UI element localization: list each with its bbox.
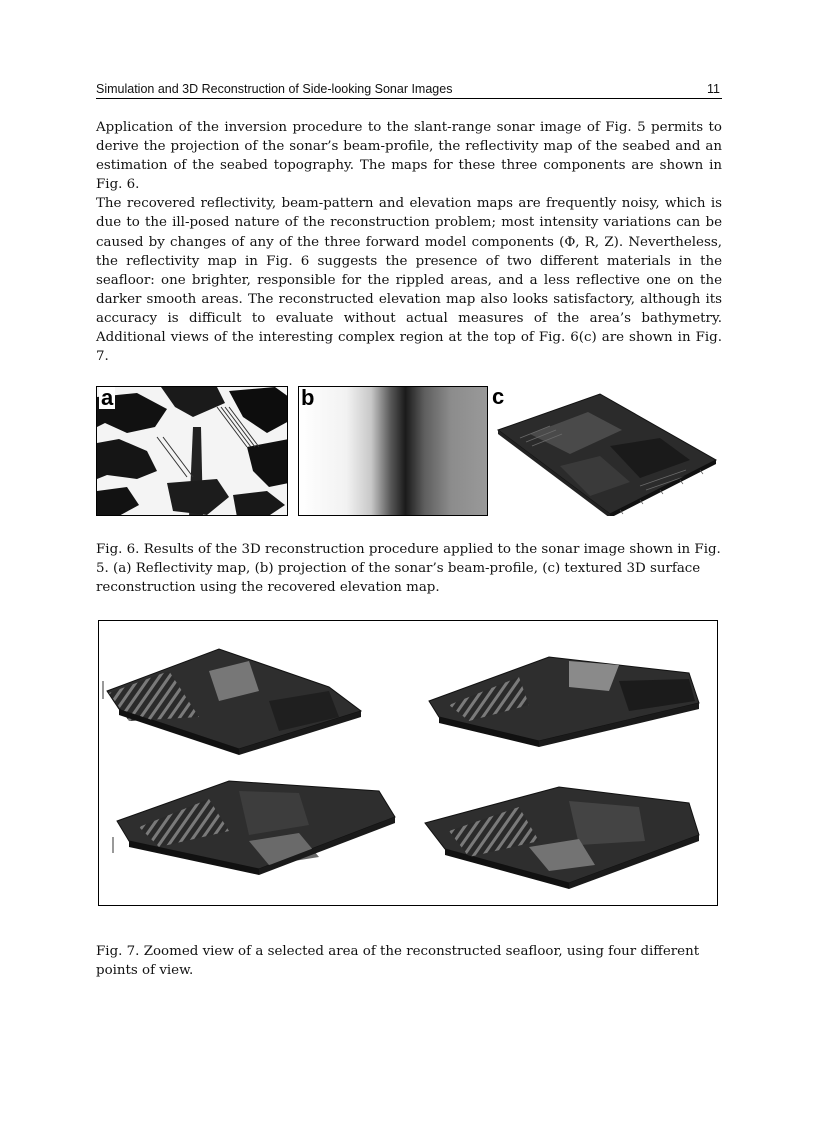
body-text <box>96 118 722 366</box>
page-number: 11 <box>707 82 720 96</box>
figure-6-panel-b <box>298 386 488 516</box>
figure-7-image <box>99 621 716 904</box>
figure-6-panel-a <box>96 386 288 516</box>
running-title: Simulation and 3D Reconstruction of Side-looking Sonar Images <box>96 82 453 96</box>
figure-6-panel-c <box>490 386 722 516</box>
paragraph: Application of the inversion procedure to the slant-range sonar image of Fig. 5 permits to derive the projection of the sonar’s beam-profile, the reflectivity map of the seabed and an estimation of the seabed topography. The maps for these three components are shown in Fig. 6. <box>96 120 722 193</box>
panel-label-a: a <box>101 386 114 410</box>
view-top-left <box>103 649 361 755</box>
surface-3d-image <box>490 386 722 516</box>
reflectivity-map-image <box>97 387 288 516</box>
paragraph: The recovered reflectivity, beam-pattern and elevation maps are frequently noisy, which is due to the ill-posed nature of the reconstruction problem; most intensity variations can be caused by changes of any of the three forward model components (Φ, R, Z). Nevertheless, the reflectivity map in Fig. 6 suggests the presence of two different materials in the seafloor: one brighter, responsible for the rippled areas, and a less reflective one on the darker smooth areas. The reconstructed elevation map also looks satisfactory, although its accuracy is difficult to evaluate without actual measures of the area’s bathymetry. Additional views of the interesting complex region at the top of Fig. 6(c) are shown in Fig. 7. <box>96 196 722 365</box>
view-bottom-right <box>425 787 699 889</box>
view-bottom-left <box>113 781 395 875</box>
figure-7-caption: Fig. 7. Zoomed view of a selected area of the reconstructed seafloor, using four different points of view. <box>96 944 700 979</box>
panel-label-b: b <box>301 386 315 410</box>
panel-label-c: c <box>492 386 505 409</box>
figure-6 <box>96 386 722 518</box>
figure-6-caption: Fig. 6. Results of the 3D reconstruction procedure applied to the sonar image shown in Fig. 5. (a) Reflectivity map, (b) projection of the sonar’s beam-profile, (c) textured 3D surface reconstruction using the recovered elevation map. <box>96 542 721 596</box>
view-top-right <box>429 657 699 747</box>
beam-profile-image <box>299 387 488 516</box>
running-header <box>96 80 722 99</box>
figure-7 <box>98 620 718 906</box>
